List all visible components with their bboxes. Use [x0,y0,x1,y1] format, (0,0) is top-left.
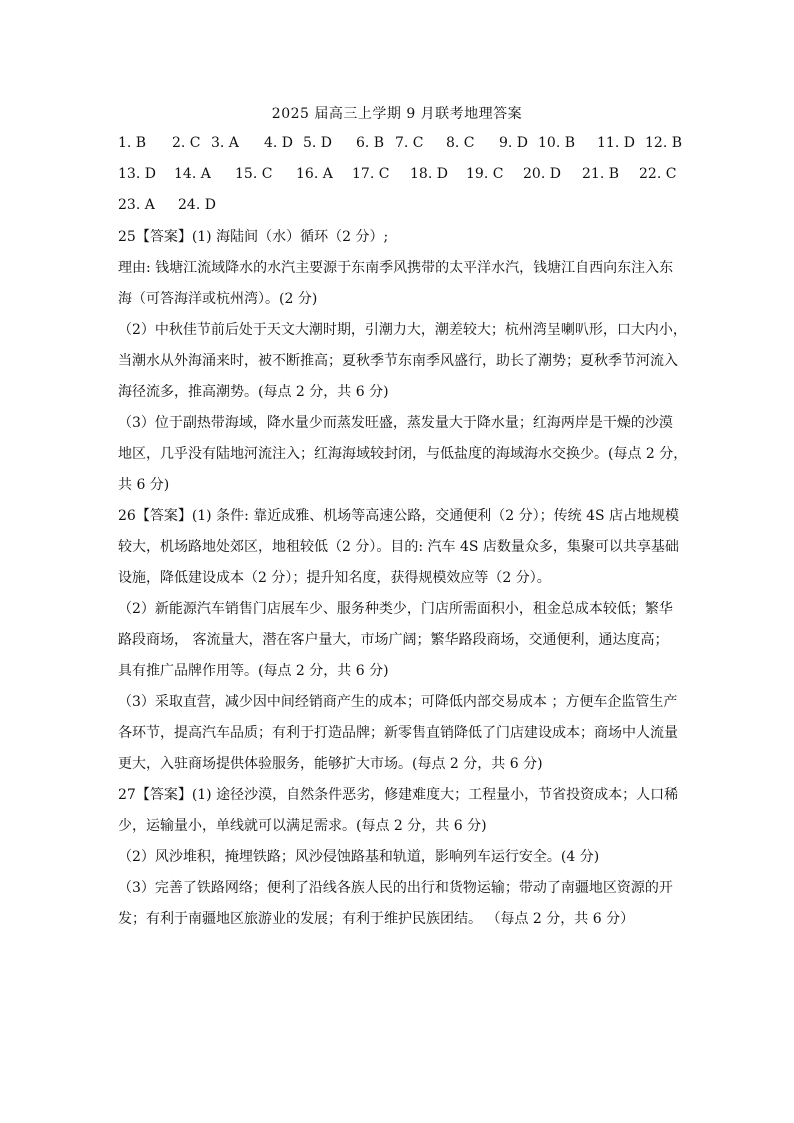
mc-answer: 24. D [178,197,216,213]
mc-answer: 14. A [174,166,211,182]
answer-line: 设施，降低建设成本（2 分）；提升知名度，获得规模效应等（2 分）。 [118,570,551,586]
answer-line: 少，运输量小，单线就可以满足需求。(每点 2 分，共 6 分) [118,818,487,834]
mc-answer: 7. C [395,135,424,151]
answer-line: 26【答案】(1) 条件: 靠近成雅、机场等高速公路，交通便利（2 分）；传统 4S 店占地规模 [118,508,680,524]
answer-line: 各环节，提高汽车品质；有利于打造品牌；新零售直销降低了门店建设成本；商场中人流量 [118,725,678,741]
mc-answer: 1. B [118,135,147,151]
answer-line: 25【答案】(1) 海陆间（水）循环（2 分）; [118,229,389,245]
page-title: 2025 届高三上学期 9 月联考地理答案 [271,106,523,122]
mc-answer: 13. D [118,166,156,182]
answer-line: 地区，几乎没有陆地河流注入；红海海域较封闭，与低盐度的海域海水交换少。(每点 2 分， [118,446,688,462]
answer-line: 较大，机场路地处郊区，地租较低（2 分）。目的: 汽车 4S 店数量众多，集聚可以共享基础 [118,539,679,555]
mc-answer: 6. B [356,135,385,151]
answer-line: 海（可答海洋或杭州湾）。(2 分) [118,291,318,307]
answer-line: 海径流多，推高潮势。(每点 2 分，共 6 分) [118,384,389,400]
answer-line: （2）风沙堆积，掩埋铁路；风沙侵蚀路基和轨道，影响列车运行安全。(4 分) [118,849,600,865]
mc-answer: 10. B [538,135,576,151]
mc-answer: 21. B [582,166,620,182]
mc-answer: 4. D [264,135,294,151]
mc-answer: 23. A [118,197,155,213]
answer-line: （3）完善了铁路网络；便利了沿线各族人民的出行和货物运输；带动了南疆地区资源的开 [118,880,673,896]
answer-line: 当潮水从外海涌来时，被不断推高；夏秋季节东南季风盛行，助长了潮势；夏秋季节河流入 [118,353,678,369]
mc-answer: 12. B [645,135,683,151]
mc-answer: 18. D [410,166,448,182]
answer-body [118,222,688,935]
answer-line: 27【答案】(1) 途径沙漠，自然条件恶劣，修建难度大；工程量小，节省投资成本；人口稀 [118,787,679,803]
mc-answer: 5. D [303,135,333,151]
answer-line: 共 6 分) [118,477,170,493]
mc-answer: 20. D [523,166,561,182]
mc-answer: 22. C [639,166,677,182]
mc-answer: 19. C [466,166,504,182]
mc-answer: 16. A [296,166,333,182]
mc-answer: 8. C [446,135,475,151]
answer-line: 具有推广品牌作用等。(每点 2 分，共 6 分) [118,663,389,679]
answer-line: （2）新能源汽车销售门店展车少、服务种类少，门店所需面积小，租金总成本较低；繁华 [118,601,673,617]
mc-answer: 11. D [597,135,635,151]
answer-line: （3）位于副热带海域，降水量少而蒸发旺盛，蒸发量大于降水量；红海两岸是干燥的沙漠 [118,415,673,431]
answer-line: 更大，入驻商场提供体验服务，能够扩大市场。(每点 2 分，共 6 分) [118,756,543,772]
mc-answer: 15. C [235,166,273,182]
answer-line: 发；有利于南疆地区旅游业的发展；有利于维护民族团结。 （每点 2 分，共 6 分） [118,911,635,927]
mc-answer: 3. A [211,135,239,151]
mc-answer: 9. D [499,135,529,151]
mc-answer: 2. C [172,135,201,151]
answer-line: （3）采取直营，减少因中间经销商产生的成本；可降低内部交易成本 ；方便车企监管生产 [118,694,678,710]
answer-line: 理由: 钱塘江流域降水的水汽主要源于东南季风携带的太平洋水汽，钱塘江自西向东注入东 [118,260,674,276]
answer-line: 路段商场， 客流量大，潜在客户量大，市场广阔；繁华路段商场，交通便利，通达度高； [118,632,669,648]
answer-line: （2）中秋佳节前后处于天文大潮时期，引潮力大，潮差较大；杭州湾呈喇叭形，口大内小， [118,322,687,338]
mc-answer: 17. C [352,166,390,182]
